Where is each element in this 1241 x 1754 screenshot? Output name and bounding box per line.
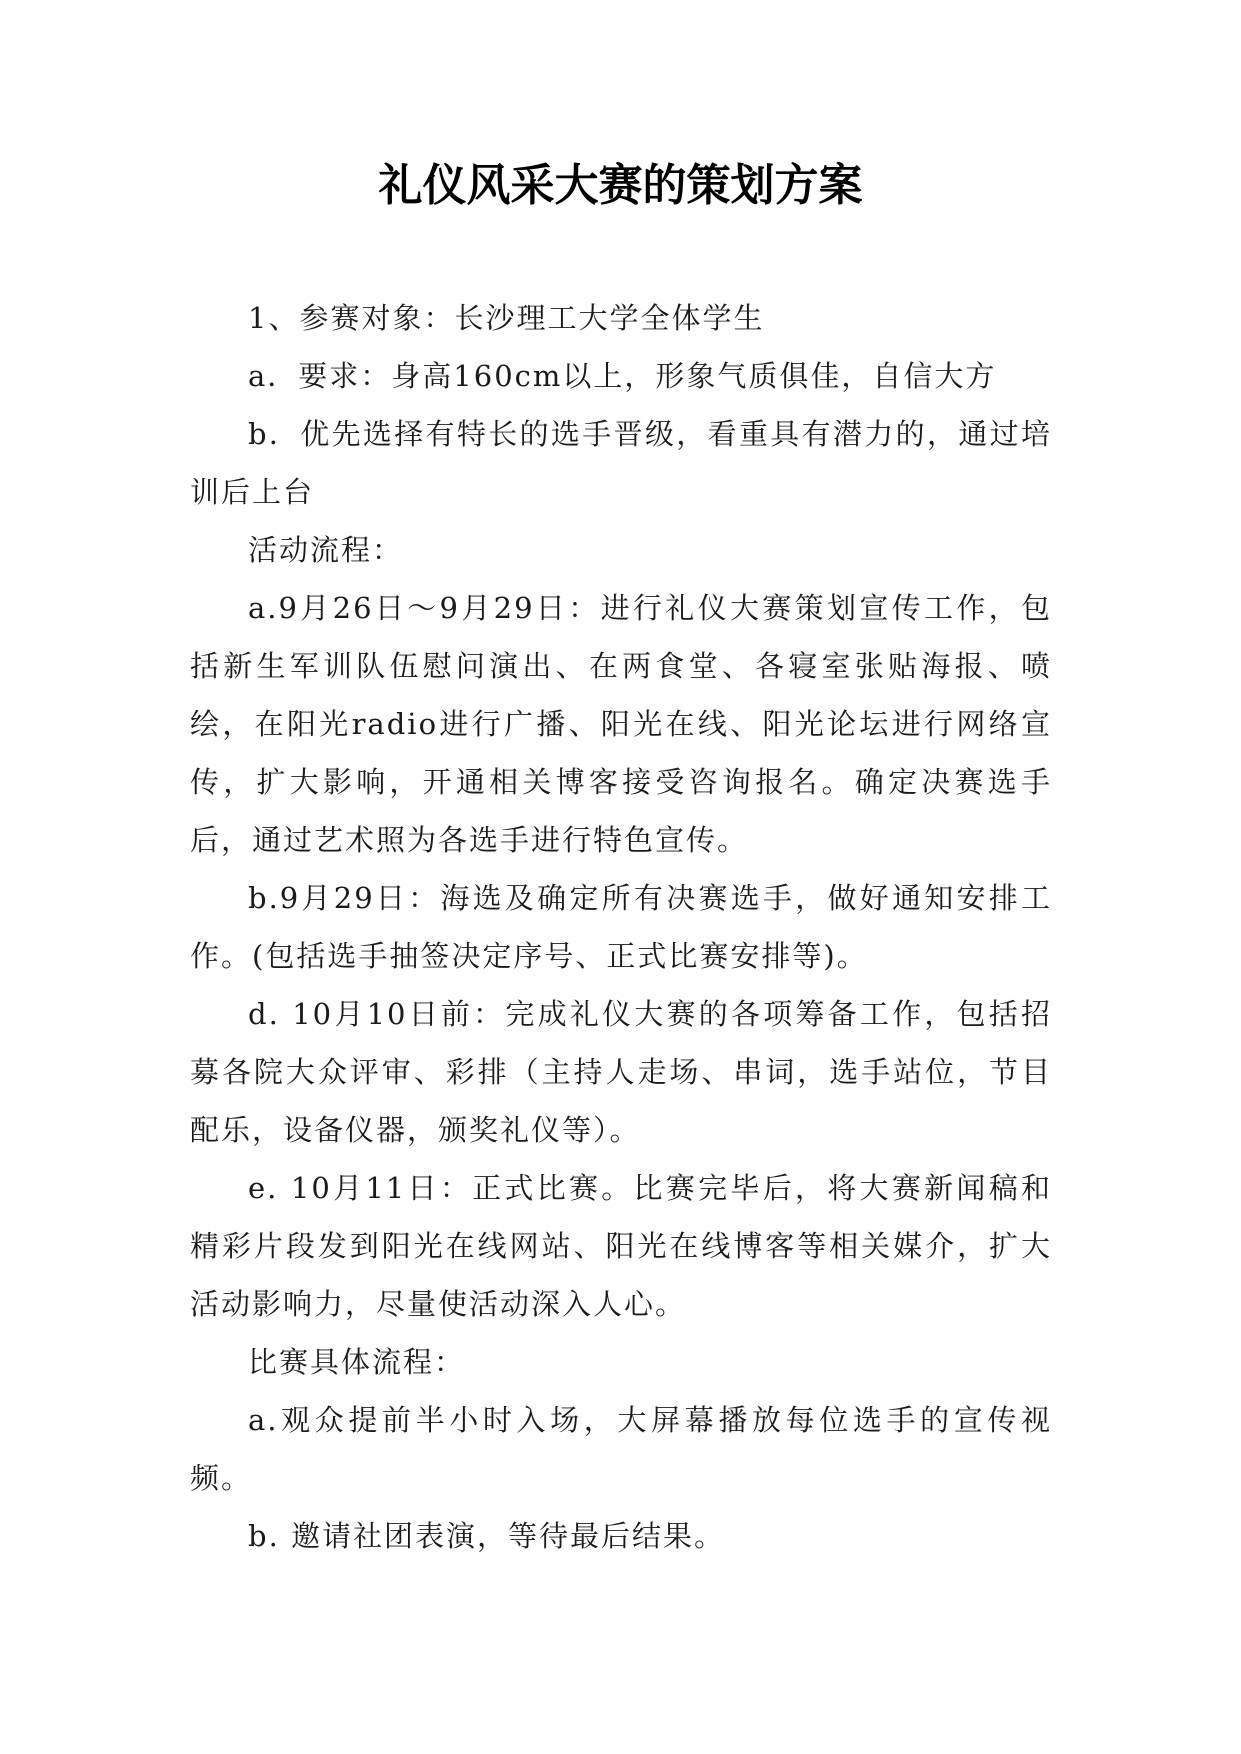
document-title: 礼仪风采大赛的策划方案 [378,160,863,211]
paragraph-participants: 1、参赛对象：长沙理工大学全体学生 [248,301,765,335]
paragraph-process-e: e. 10月11日：正式比赛。比赛完毕后，将大赛新闻稿和精彩片段发到阳光在线网站、阳光在线博客等相关媒介，扩大活动影响力，尽量使活动深入人心。 [190,1171,1052,1321]
paragraph-competition-a: a.观众提前半小时入场，大屏幕播放每位选手的宣传视频。 [190,1403,1052,1495]
paragraph-process-b: b.9月29日：海选及确定所有决赛选手，做好通知安排工作。(包括选手抽签决定序号、正式比赛安排等)。 [190,881,1052,973]
heading-activity-process: 活动流程： [248,533,404,567]
paragraph-competition-b: b. 邀请社团表演，等待最后结果。 [248,1519,726,1553]
paragraph-process-d: d. 10月10日前：完成礼仪大赛的各项筹备工作，包括招募各院大众评审、彩排（主持人走场、串词，选手站位，节目配乐，设备仪器，颁奖礼仪等）。 [190,997,1052,1147]
paragraph-requirement-a: a．要求：身高160cm以上，形象气质俱佳，自信大方 [248,359,997,393]
heading-competition-process: 比赛具体流程： [248,1345,466,1379]
paragraph-requirement-b: b．优先选择有特长的选手晋级，看重具有潜力的，通过培训后上台 [190,417,1052,509]
paragraph-process-a: a.9月26日～9月29日：进行礼仪大赛策划宣传工作，包括新生军训队伍慰问演出、在两食堂、各寝室张贴海报、喷绘，在阳光radio进行广播、阳光在线、阳光论坛进行网络宣传，扩大影响，开通相关博客接受咨询报名。确定决赛选手后，通过艺术照为各选手进行特色宣传。 [190,591,1052,857]
document-body [190,289,1052,1565]
